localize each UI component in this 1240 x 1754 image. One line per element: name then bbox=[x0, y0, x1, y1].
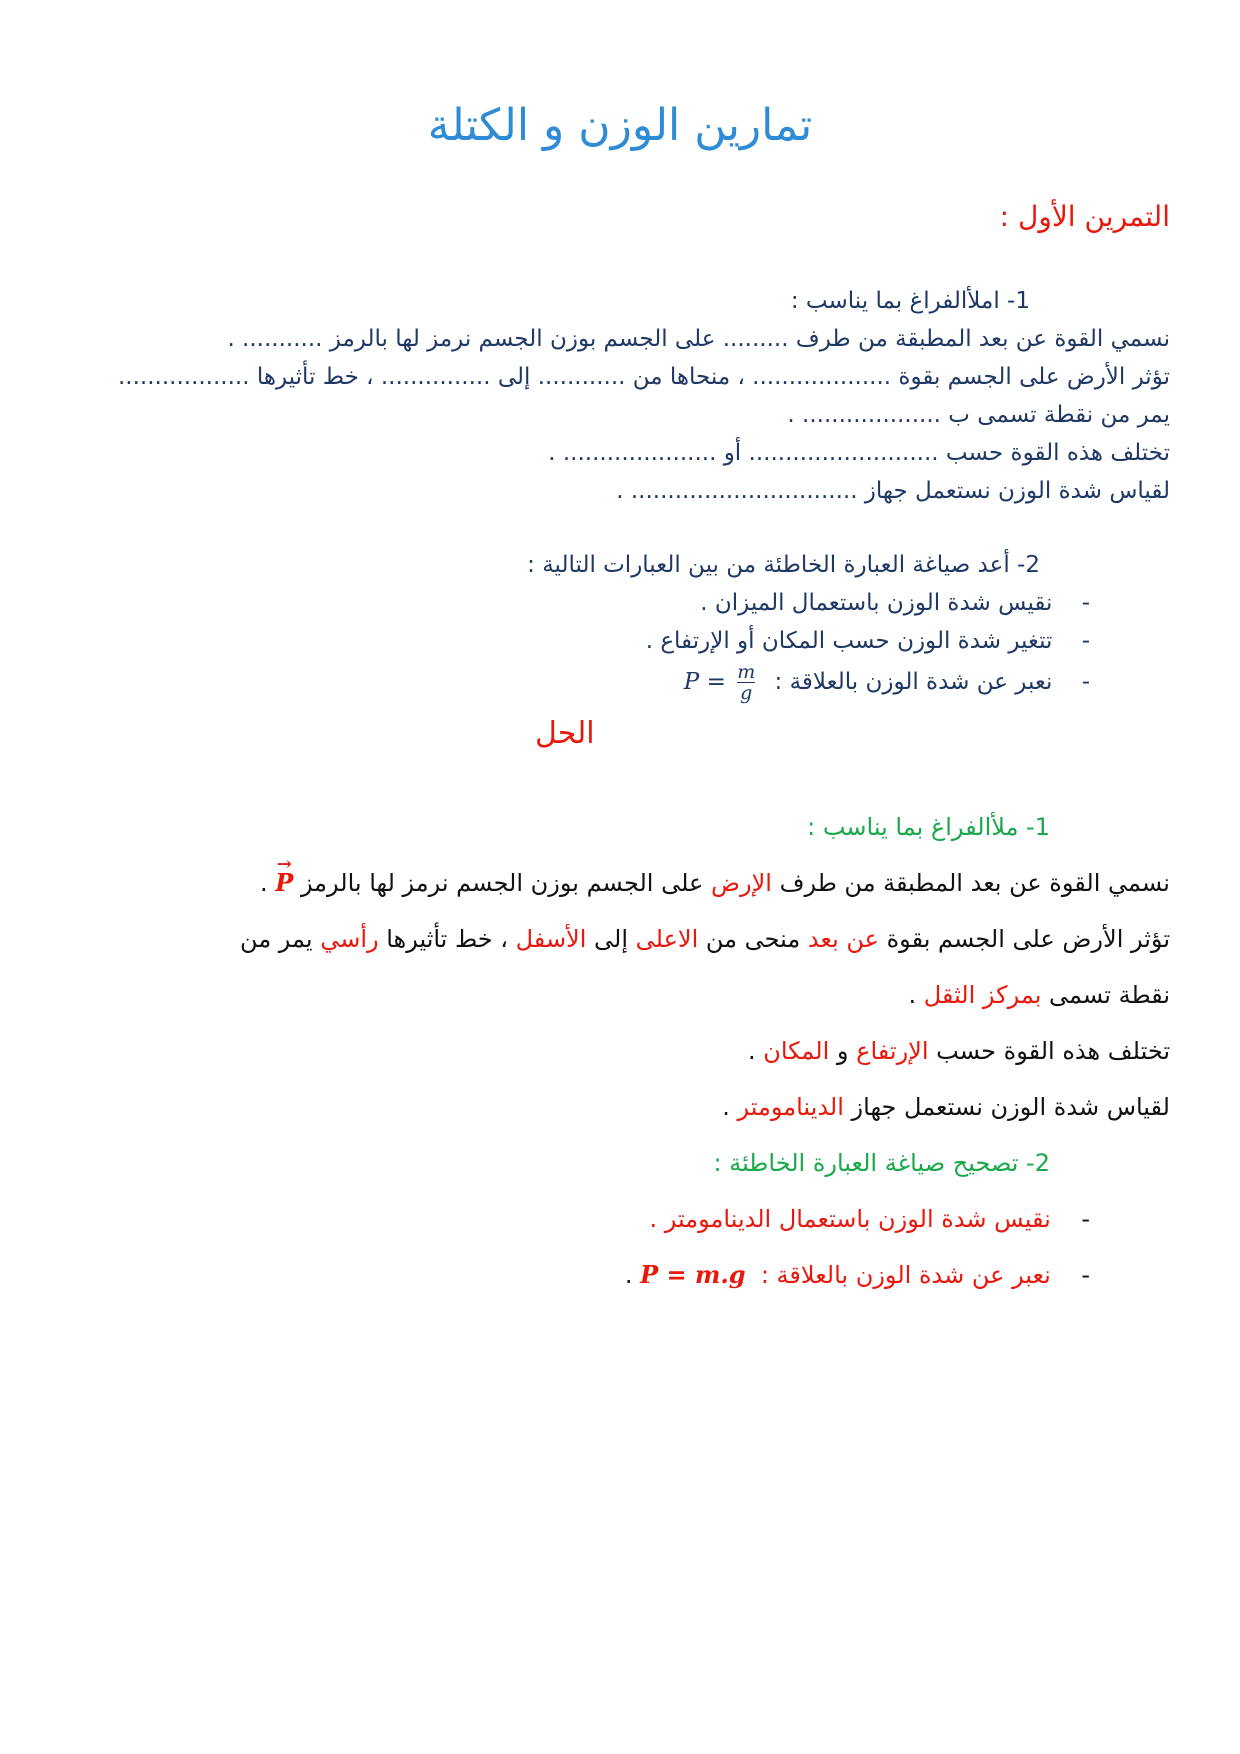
q1-line-1: نسمي القوة عن بعد المطبقة من طرف ......... على الجسم بوزن الجسم نرمز لها بالرمز ........... . bbox=[227, 326, 1170, 352]
s2-item-1 bbox=[650, 1202, 1090, 1236]
text: و bbox=[829, 1037, 857, 1065]
page-title: تمارين الوزن و الكتلة bbox=[427, 100, 813, 151]
vector-p-symbol: → P bbox=[275, 866, 293, 900]
text: نسمي القوة عن بعد المطبقة من طرف bbox=[771, 869, 1170, 897]
text: . bbox=[908, 981, 924, 1009]
sol-line-4 bbox=[748, 1034, 1170, 1068]
q1-line-4: تختلف هذه القوة حسب .......................... أو ..................... . bbox=[548, 440, 1170, 466]
formula-fraction bbox=[737, 662, 755, 703]
q2-item-3 bbox=[684, 662, 1090, 703]
exercise-heading: التمرين الأول : bbox=[999, 200, 1170, 233]
q2-heading: 2- أعد صياغة العبارة الخاطئة من بين العبارات التالية : bbox=[527, 552, 1040, 578]
answer-dynamometer: الدينامومتر bbox=[737, 1093, 844, 1121]
text: تؤثر الأرض على الجسم بقوة bbox=[878, 925, 1170, 953]
text: . bbox=[624, 1261, 641, 1289]
bullet: - bbox=[1081, 628, 1090, 654]
q2-item-1 bbox=[700, 586, 1090, 620]
formula-lhs: P bbox=[683, 669, 700, 695]
s2-heading: 2- تصحيح صياغة العبارة الخاطئة : bbox=[713, 1149, 1050, 1177]
bullet: - bbox=[1081, 1261, 1090, 1289]
text: لقياس شدة الوزن نستعمل جهاز bbox=[843, 1093, 1170, 1121]
text: ، خط تأثيرها bbox=[378, 925, 516, 953]
text: يمر من bbox=[240, 925, 321, 953]
text: . bbox=[722, 1093, 738, 1121]
text: تختلف هذه القوة حسب bbox=[928, 1037, 1170, 1065]
q2-item-2-text: تتغير شدة الوزن حسب المكان أو الإرتفاع . bbox=[645, 628, 1053, 654]
answer-vertical: رأسي bbox=[320, 925, 379, 953]
answer-top: الاعلى bbox=[635, 925, 699, 953]
q2-item-1-text: نقيس شدة الوزن باستعمال الميزان . bbox=[700, 590, 1053, 616]
text: . bbox=[747, 1037, 764, 1065]
wrong-formula bbox=[684, 662, 759, 703]
formula-eq: = bbox=[706, 669, 726, 695]
answer-center-of-gravity: بمركز الثقل bbox=[923, 981, 1042, 1009]
text: نقطة تسمى bbox=[1041, 981, 1170, 1009]
q2-item-3-text: نعبر عن شدة الوزن بالعلاقة : bbox=[774, 669, 1053, 695]
sol-line-3 bbox=[908, 978, 1170, 1012]
solution-heading: الحل bbox=[535, 716, 595, 751]
s1-heading: 1- ملأالفراغ بما يناسب : bbox=[807, 813, 1050, 841]
s2-item-2-text: نعبر عن شدة الوزن بالعلاقة : bbox=[760, 1261, 1051, 1289]
answer-place: المكان bbox=[763, 1037, 830, 1065]
fraction-denominator: g bbox=[740, 682, 753, 704]
q2-item-2 bbox=[646, 624, 1090, 658]
text: . bbox=[260, 869, 276, 897]
q1-line-5: لقياس شدة الوزن نستعمل جهاز ............................... . bbox=[616, 478, 1170, 504]
correct-formula: P = m.g bbox=[640, 1260, 746, 1289]
s2-item-1-text: نقيس شدة الوزن باستعمال الدينامومتر . bbox=[649, 1205, 1051, 1233]
fraction-numerator: m bbox=[737, 661, 756, 683]
answer-altitude: الإرتفاع bbox=[856, 1037, 929, 1065]
bullet: - bbox=[1081, 669, 1090, 695]
sol-line-1 bbox=[260, 866, 1170, 900]
answer-earth: الإرض bbox=[710, 869, 772, 897]
q1-heading: 1- املأالفراغ بما يناسب : bbox=[790, 288, 1030, 314]
answer-bottom: الأسفل bbox=[515, 925, 587, 953]
sol-line-2 bbox=[240, 922, 1170, 956]
text: على الجسم بوزن الجسم نرمز لها بالرمز bbox=[293, 869, 711, 897]
q1-line-2: تؤثر الأرض على الجسم بقوة ................... ، منحاها من ............ إلى ............... ، خط تأثيرها .................. bbox=[117, 364, 1170, 390]
q1-line-3: يمر من نقطة تسمى ب ................... . bbox=[787, 402, 1170, 428]
s2-item-2 bbox=[625, 1258, 1090, 1292]
bullet: - bbox=[1081, 590, 1090, 616]
text: إلى bbox=[586, 925, 636, 953]
sol-line-5 bbox=[722, 1090, 1170, 1124]
text: منحى من bbox=[698, 925, 808, 953]
bullet: - bbox=[1081, 1205, 1090, 1233]
answer-remote: عن بعد bbox=[807, 925, 879, 953]
